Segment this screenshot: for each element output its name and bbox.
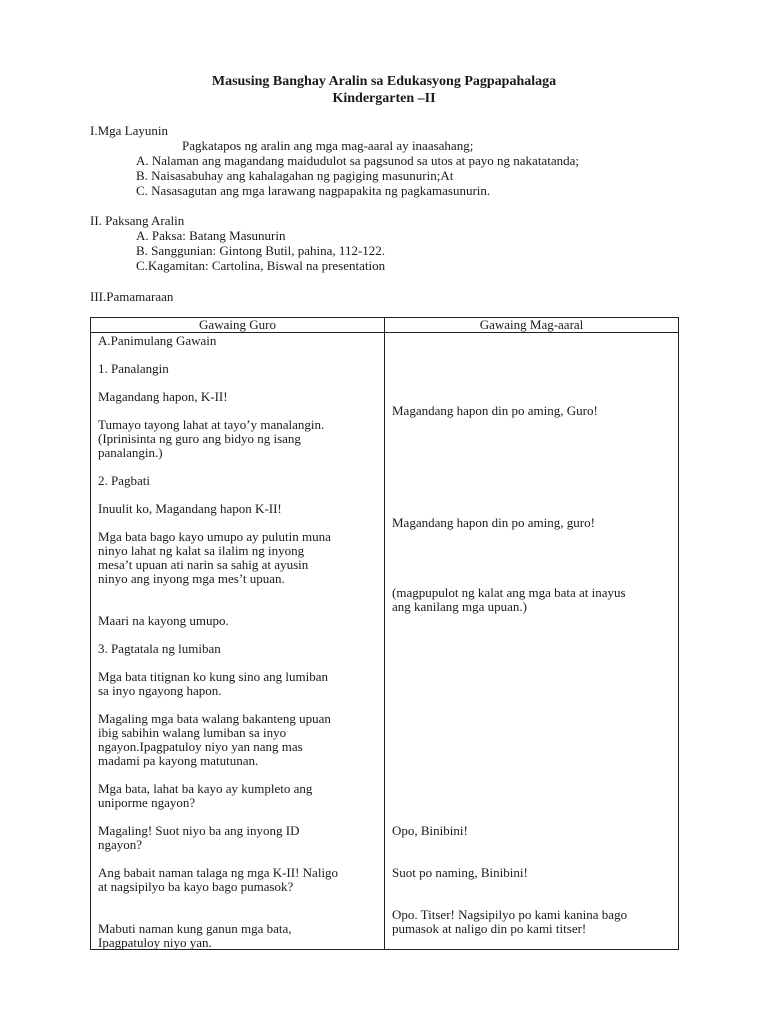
layunin-heading: I.Mga Layunin bbox=[90, 123, 168, 138]
guro-line: Mga bata bago kayo umupo ay pulutin muna bbox=[98, 529, 331, 544]
guro-line: at nagsipilyo ba kayo bago pumasok? bbox=[98, 879, 294, 894]
magaaral-line: Magandang hapon din po aming, guro! bbox=[392, 515, 595, 530]
magaaral-line: (magpupulot ng kalat ang mga bata at inayus bbox=[392, 585, 626, 600]
guro-line: ninyo lahat ng kalat sa ilalim ng inyong bbox=[98, 543, 305, 558]
guro-line: Inuulit ko, Magandang hapon K-II! bbox=[98, 501, 282, 516]
guro-line: (Iprinisinta ng guro ang bidyo ng isang bbox=[98, 431, 301, 446]
layunin-intro: Pagkatapos ng aralin ang mga mag-aaral ay inaasahang; bbox=[182, 138, 474, 153]
layunin-item-b: B. Naisasabuhay ang kahalagahan ng pagiging masunurin;At bbox=[136, 168, 454, 183]
paksa-heading: II. Paksang Aralin bbox=[90, 213, 185, 228]
layunin-item-c: C. Nasasagutan ang mga larawang nagpapakita ng pagkamasunurin. bbox=[136, 183, 491, 198]
guro-line: ninyo ang inyong mga mes’t upuan. bbox=[98, 571, 285, 586]
guro-line: ibig sabihin walang lumiban sa inyo bbox=[98, 725, 287, 740]
guro-line: 2. Pagbati bbox=[98, 473, 150, 488]
document-subtitle: Kindergarten –II bbox=[332, 91, 436, 106]
guro-line: mesa’t upuan ati narin sa sahig at ayusin bbox=[98, 557, 309, 572]
layunin-item-a: A. Nalaman ang magandang maidudulot sa pagsunod sa utos at payo ng nakatatanda; bbox=[136, 153, 579, 168]
guro-line: 1. Panalangin bbox=[98, 361, 169, 376]
guro-line: Mga bata, lahat ba kayo ay kumpleto ang bbox=[98, 781, 313, 796]
guro-line: ngayon? bbox=[98, 837, 143, 852]
guro-line: Ang babait naman talaga ng mga K-II! Naligo bbox=[98, 865, 339, 880]
guro-line: 3. Pagtatala ng lumiban bbox=[98, 641, 221, 656]
paksa-item-c: C.Kagamitan: Cartolina, Biswal na presentation bbox=[136, 258, 386, 273]
header-gawaing-guro: Gawaing Guro bbox=[91, 318, 385, 333]
guro-line: Mga bata titignan ko kung sino ang lumiban bbox=[98, 669, 328, 684]
guro-line: uniporme ngayon? bbox=[98, 795, 196, 810]
paksa-item-b: B. Sanggunian: Gintong Butil, pahina, 112-122. bbox=[136, 243, 386, 258]
guro-line: Mabuti naman kung ganun mga bata, bbox=[98, 921, 292, 936]
magaaral-line: Opo. Titser! Nagsipilyo po kami kanina bago bbox=[392, 907, 628, 922]
magaaral-line: Magandang hapon din po aming, Guro! bbox=[392, 403, 598, 418]
guro-line: ngayon.Ipagpatuloy niyo yan nang mas bbox=[98, 739, 303, 754]
guro-line: A.Panimulang Gawain bbox=[98, 333, 217, 348]
pamamaraan-heading: III.Pamamaraan bbox=[90, 289, 174, 304]
magaaral-column bbox=[385, 333, 678, 949]
guro-line: Ipagpatuloy niyo yan. bbox=[98, 935, 212, 950]
guro-line: sa inyo ngayong hapon. bbox=[98, 683, 222, 698]
guro-line: Tumayo tayong lahat at tayo’y manalangin. bbox=[98, 417, 325, 432]
guro-line: panalangin.) bbox=[98, 445, 163, 460]
guro-column bbox=[91, 333, 384, 949]
guro-line: madami pa kayong matutunan. bbox=[98, 753, 259, 768]
paksa-item-a: A. Paksa: Batang Masunurin bbox=[136, 228, 286, 243]
magaaral-line: ang kanilang mga upuan.) bbox=[392, 599, 528, 614]
magaaral-line: Opo, Binibini! bbox=[392, 823, 468, 838]
guro-line: Magaling! Suot niyo ba ang inyong ID bbox=[98, 823, 300, 838]
header-gawaing-magaaral: Gawaing Mag-aaral bbox=[385, 318, 679, 333]
magaaral-line: pumasok at naligo din po kami titser! bbox=[392, 921, 587, 936]
guro-line: Magaling mga bata walang bakanteng upuan bbox=[98, 711, 331, 726]
guro-line: Magandang hapon, K-II! bbox=[98, 389, 228, 404]
lesson-table bbox=[90, 317, 679, 950]
guro-line: Maari na kayong umupo. bbox=[98, 613, 229, 628]
magaaral-line: Suot po naming, Binibini! bbox=[392, 865, 528, 880]
document-title: Masusing Banghay Aralin sa Edukasyong Pagpapahalaga bbox=[211, 74, 557, 89]
